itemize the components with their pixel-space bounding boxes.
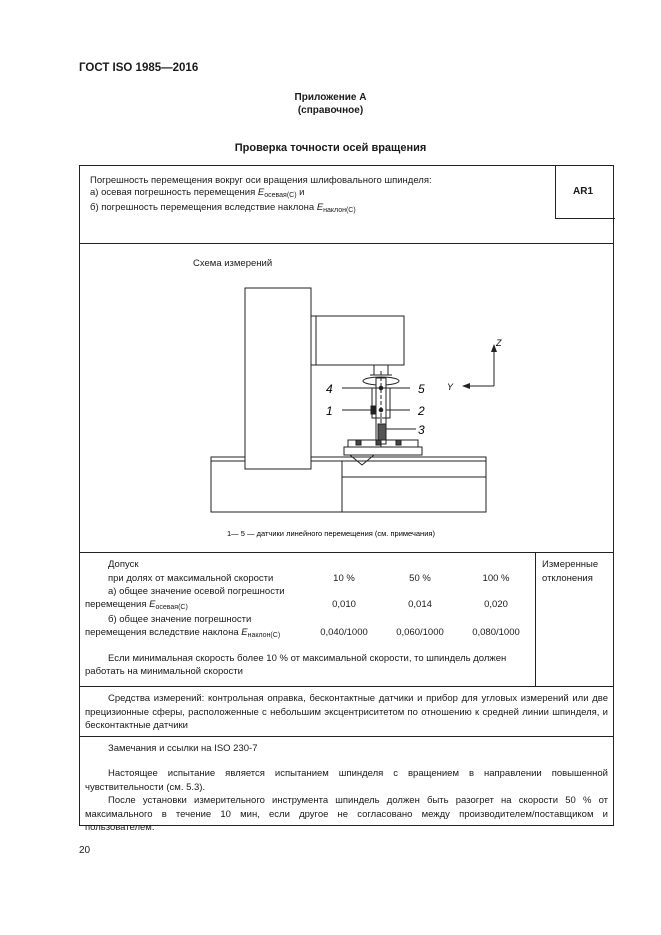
- tilt-error-symbol: E: [241, 627, 248, 638]
- axial-error-prefix: перемещения: [85, 599, 150, 610]
- item-a-subscript: осевая(C): [264, 192, 297, 199]
- min-speed-note: Если минимальная скорость более 10 % от максимальной скорости, то шпиндель должен: [108, 653, 507, 664]
- tilt-error-label-2: [85, 627, 280, 643]
- notes-paragraph-1: Настоящее испытание является испытанием шпинделя с вращением в направлении повышенной чувствительности (см. 5.3).: [85, 768, 608, 793]
- tilt-value-10: 0,040/1000: [320, 627, 368, 638]
- tilt-value-50: 0,060/1000: [396, 627, 444, 638]
- test-code: AR1: [573, 186, 594, 197]
- sensor-5-point: [379, 386, 383, 390]
- item-b-text: б) погрешность перемещения вследствие наклона: [90, 202, 317, 213]
- axial-value-100: 0,020: [484, 599, 508, 610]
- t-slot: [396, 440, 401, 445]
- measurement-diagram: [80, 166, 615, 552]
- appendix-heading: [0, 91, 661, 117]
- row-divider: [80, 552, 613, 553]
- table-slide: [344, 447, 422, 455]
- row-divider: [80, 736, 613, 737]
- diagram-title: Схема измерений: [193, 258, 273, 269]
- item-a-symbol: E: [257, 187, 265, 198]
- check-table: [79, 165, 614, 833]
- speed-50: 50 %: [409, 573, 431, 584]
- row-divider: [80, 686, 613, 687]
- sensor-label-5: 5: [418, 382, 425, 396]
- diagram-caption: 1— 5 — датчики линейного перемещения (см. примечания): [227, 529, 435, 538]
- appendix-title: Приложение А: [294, 92, 367, 103]
- y-axis-arrow-icon: [462, 383, 470, 389]
- notes-heading: Замечания и ссылки на ISO 230-7: [108, 743, 258, 754]
- item-b-subscript: наклон(C): [323, 207, 356, 214]
- measured-heading-2: отклонения: [542, 573, 593, 584]
- t-slot: [376, 440, 381, 445]
- tolerance-heading: Допуск: [108, 559, 139, 570]
- tilt-error-subscript: наклон(C): [247, 632, 281, 639]
- measured-heading: Измеренные: [542, 559, 599, 570]
- axial-error-label-2: [85, 599, 188, 615]
- y-axis-label: Y: [447, 382, 454, 392]
- spindle-head: [311, 316, 404, 365]
- tilt-error-prefix: перемещения вследствие наклона: [85, 627, 242, 638]
- axial-error-label: а) общее значение осевой погрешности: [108, 586, 285, 597]
- tilt-error-label: б) общее значение погрешности: [108, 614, 252, 625]
- item-b-symbol: E: [316, 202, 324, 213]
- document-header: ГОСТ ISO 1985—2016: [79, 62, 199, 74]
- workhead-base: [342, 461, 486, 512]
- z-axis-label: Z: [496, 338, 502, 348]
- notes-paragraph-2: После установки измерительного инструмента шпиндель должен быть разогрет на скорости 50 % от максимального в течение 10 мин, если другое не согласовано между производителем/поставщиком и пользователем.: [85, 795, 608, 833]
- machine-column: [245, 288, 311, 469]
- axial-error-subscript: осевая(C): [155, 604, 188, 611]
- sensor-1-body: [371, 406, 375, 414]
- item-a-text: а) осевая погрешность перемещения: [90, 187, 258, 198]
- speed-100: 100 %: [482, 573, 510, 584]
- test-description: Погрешность перемещения вокруг оси вращения шлифовального шпинделя:: [90, 175, 432, 186]
- tilt-value-100: 0,080/1000: [472, 627, 520, 638]
- min-speed-note-2: работать на минимальной скорости: [85, 666, 243, 677]
- sensor-label-3: 3: [418, 423, 425, 437]
- instruments-text: Средства измерений: контрольная оправка, бесконтактные датчики и прибор для угловых измерений или две прецизионные сферы, расположенные с небольшим эксцентриситетом по отношению к средней линии шпинделя, и бесконтактные датчики: [85, 693, 608, 731]
- sensor-label-4: 4: [326, 382, 333, 396]
- sensor-label-1: 1: [326, 404, 333, 418]
- axial-value-50: 0,014: [408, 599, 432, 610]
- speed-10: 10 %: [333, 573, 355, 584]
- sensor-2-point: [379, 408, 383, 412]
- sensor-label-2: 2: [418, 404, 425, 418]
- item-a-suffix: и: [296, 187, 305, 198]
- appendix-subtitle: (справочное): [297, 105, 364, 116]
- sensor-3-body: [378, 424, 386, 440]
- t-slot: [356, 440, 361, 445]
- axial-error-symbol: E: [149, 599, 156, 610]
- section-title: Проверка точности осей вращения: [234, 142, 427, 154]
- page-number: 20: [79, 845, 91, 856]
- axial-value-10: 0,010: [332, 599, 356, 610]
- speed-row-label: при долях от максимальной скорости: [108, 573, 274, 584]
